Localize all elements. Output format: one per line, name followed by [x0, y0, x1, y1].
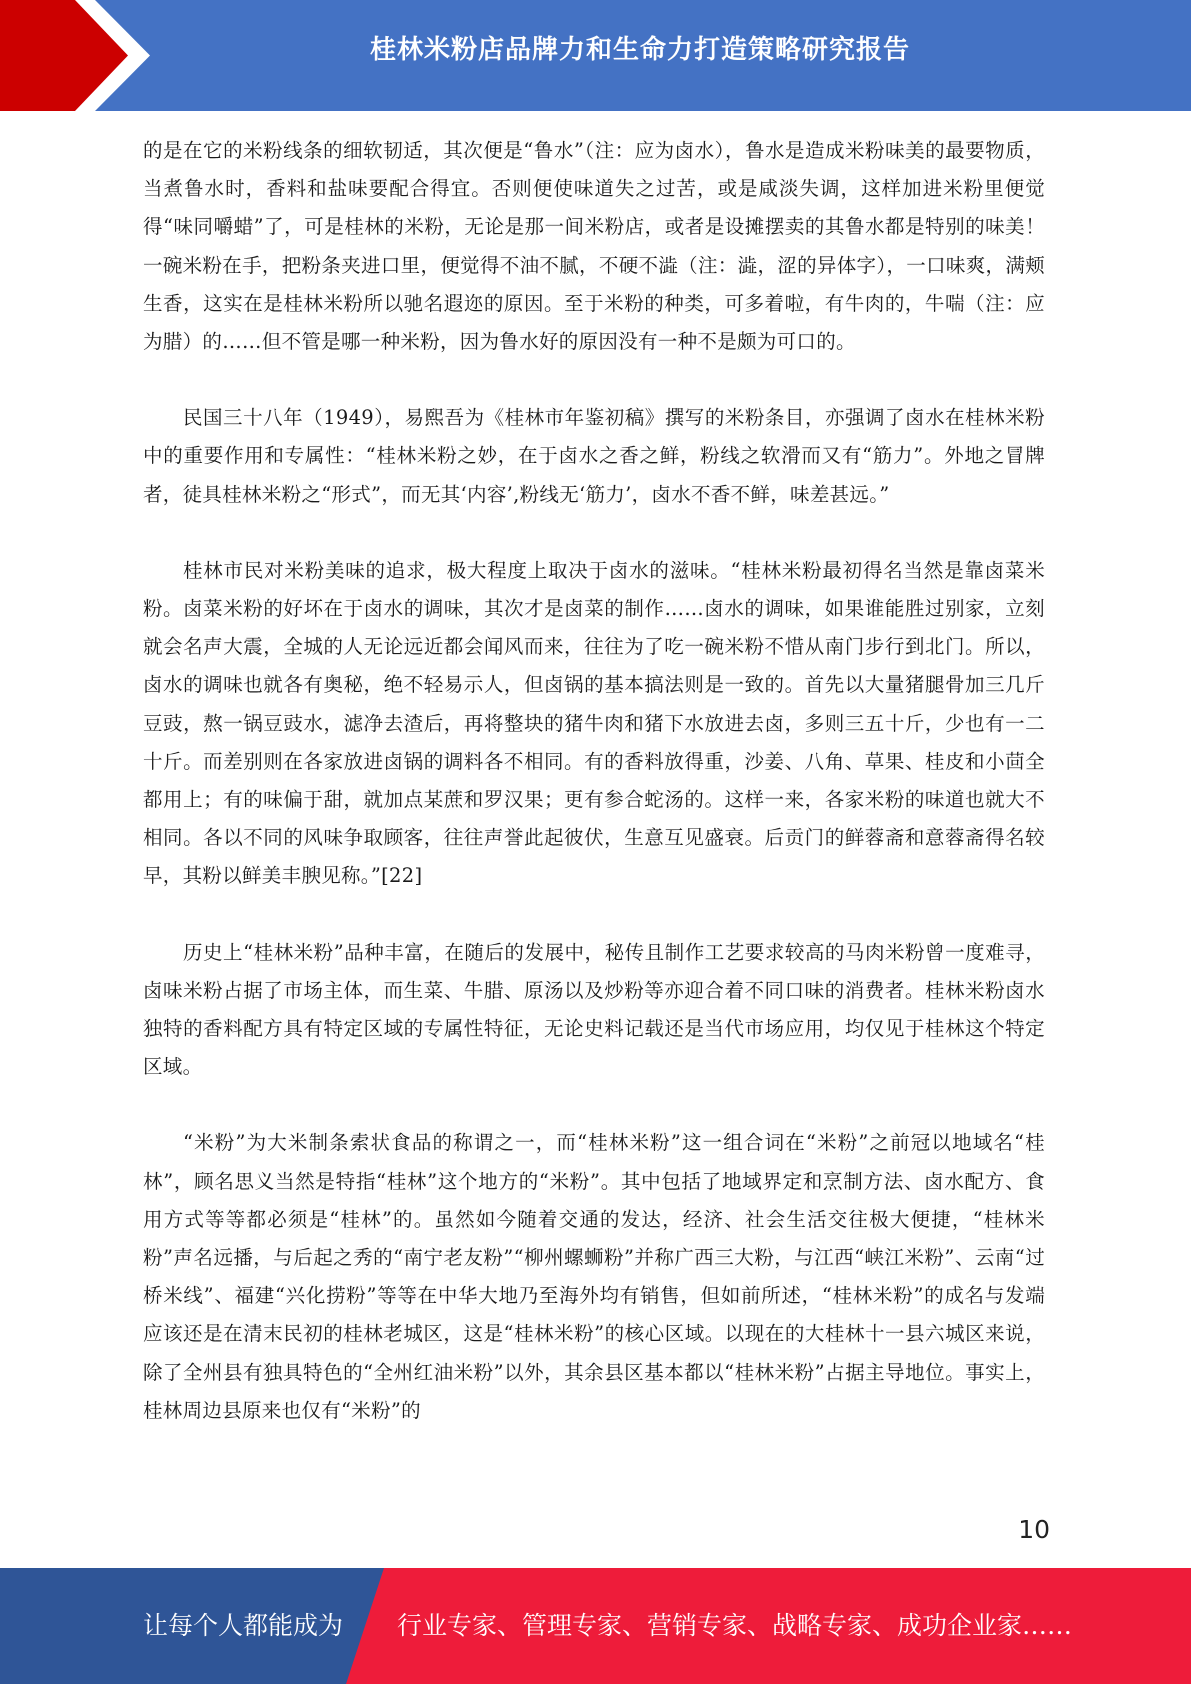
body-paragraph: “米粉”为大米制条索状食品的称谓之一，而“桂林米粉”这一组合词在“米粉”之前冠以地域名“桂林”，顾名思义当然是特指“桂林”这个地方的“米粉”。其中包括了地域界定和烹制方法、卤水配方、食用方式等等都必须是“桂林”的。虽然如今随着交通的发达，经济、社会生活交往极大便捷，“桂林米粉”声名远播，与后起之秀的“南宁老友粉”“柳州螺蛳粉”并称广西三大粉，与江西“峡江米粉”、云南“过桥米线”、福建“兴化捞粉”等等在中华大地乃至海外均有销售，但如前所述，“桂林米粉”的成名与发端应该还是在清末民初的桂林老城区，这是“桂林米粉”的核心区域。以现在的大桂林十一县六城区来说，除了全州县有独具特色的“全州红油米粉”以外，其余县区基本都以“桂林米粉”占据主导地位。事实上，桂林周边县原来也仅有“米粉”的 — [143, 1131, 1045, 1422]
body-paragraph: 民国三十八年（1949），易熙吾为《桂林市年鉴初稿》撰写的米粉条目，亦强调了卤水在桂林米粉中的重要作用和专属性：“桂林米粉之妙，在于卤水之香之鲜，粉线之软滑而又有“筋力”。外地之冒牌者，徒具桂林米粉之“形式”，而无其‘内容’,粉线无‘筋力’，卤水不香不鲜，味差甚远。” — [143, 406, 1045, 506]
body-paragraph: 历史上“桂林米粉”品种丰富，在随后的发展中，秘传且制作工艺要求较高的马肉米粉曾一度难寻，卤味米粉占据了市场主体，而生菜、牛腊、原汤以及炒粉等亦迎合着不同口味的消费者。桂林米粉卤水独特的香料配方具有特定区域的专属性特征，无论史料记载还是当代市场应用，均仅见于桂林这个特定区域。 — [143, 940, 1045, 1079]
report-title: 桂林米粉店品牌力和生命力打造策略研究报告 — [369, 35, 910, 65]
footer-slogan-left: 让每个人都能成为 — [143, 1611, 344, 1640]
body-paragraph: 的是在它的米粉线条的细软韧适，其次便是“鲁水”（注：应为卤水），鲁水是造成米粉味美的最要物质，当煮鲁水时，香料和盐味要配合得宜。否则便使味道失之过苦，或是咸淡失调，这样加进米粉里便觉得“味同嚼蜡”了，可是桂林的米粉，无论是那一间米粉店，或者是设摊摆卖的其鲁水都是特别的味美！一碗米粉在手，把粉条夹进口里，便觉得不油不腻，不硬不澁（注：澁，涩的异体字），一口味爽，满颊生香，这实在是桂林米粉所以驰名遐迩的原因。至于米粉的种类，可多着啦，有牛肉的，牛喘（注：应为腊）的……但不管是哪一种米粉，因为鲁水好的原因没有一种不是颇为可口的。 — [143, 139, 1045, 354]
document-body — [143, 132, 1045, 1468]
page-number: 10 — [1018, 1515, 1050, 1544]
page-header — [0, 0, 1191, 111]
header-arrow-decoration — [0, 0, 160, 111]
page-footer — [0, 1568, 1191, 1684]
footer-slogan-right: 行业专家、管理专家、营销专家、战略专家、成功企业家…… — [397, 1611, 1073, 1640]
body-paragraph: 桂林市民对米粉美味的追求，极大程度上取决于卤水的滋味。“桂林米粉最初得名当然是靠卤菜米粉。卤菜米粉的好坏在于卤水的调味，其次才是卤菜的制作……卤水的调味，如果谁能胜过别家，立刻就会名声大震，全城的人无论远近都会闻风而来，往往为了吃一碗米粉不惜从南门步行到北门。所以，卤水的调味也就各有奥秘，绝不轻易示人，但卤锅的基本搞法则是一致的。首先以大量猪腿骨加三几斤豆豉，熬一锅豆豉水，滤净去渣后，再将整块的猪牛肉和猪下水放进去卤，多则三五十斤，少也有一二十斤。而差别则在各家放进卤锅的调料各不相同。有的香料放得重，沙姜、八角、草果、桂皮和小茴全都用上；有的味偏于甜，就加点某蔗和罗汉果；更有参合蛇汤的。这样一来，各家米粉的味道也就大不相同。各以不同的风味争取顾客，往往声誉此起彼伏，生意互见盛衰。后贡门的鲜蓉斋和意蓉斋得名较早，其粉以鲜美丰腴见称。”[22] — [143, 558, 1045, 888]
